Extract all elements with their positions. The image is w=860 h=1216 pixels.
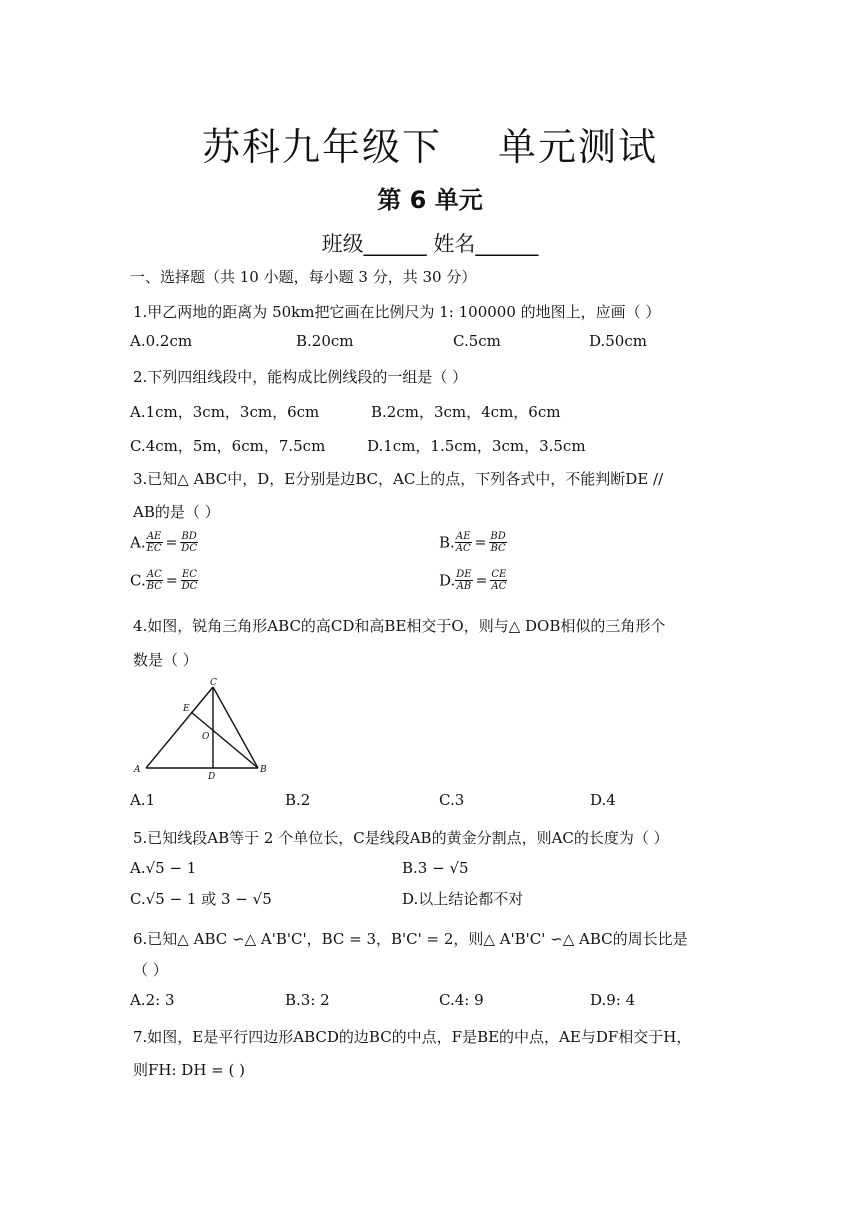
q2-option-b: B.2cm，3cm，4cm，6cm	[371, 403, 561, 421]
q4-option-d: D.4	[590, 791, 616, 809]
q3-stem-line2: AB的是（ ）	[133, 503, 220, 521]
q7-stem-line1: 7.如图，E是平行四边形ABCD的边BC的中点，F是BE的中点，AE与DF相交于H，	[133, 1028, 692, 1046]
q6-stem-line2: （ ）	[133, 961, 168, 979]
q2-option-a: A.1cm，3cm，3cm，6cm	[130, 403, 320, 421]
q4-triangle-figure	[130, 676, 275, 782]
q3-stem-line1: 3.已知△ ABC中，D，E分别是边BC，AC上的点，下列各式中，不能判断DE //	[133, 470, 664, 488]
q5-option-c: C.√5 − 1 或 3 − √5	[130, 890, 272, 908]
segment-cb	[213, 687, 258, 768]
title-right: 单元测试	[498, 125, 659, 169]
q1-option-c: C.5cm	[453, 332, 501, 350]
q1-stem: 1.甲乙两地的距离为 50km把它画在比例尺为 1: 100000 的地图上，应画（ ）	[133, 303, 661, 321]
q4-stem-line2: 数是（ ）	[133, 651, 198, 669]
q5-option-d: D.以上结论都不对	[402, 890, 524, 908]
label-a: A	[134, 765, 141, 775]
q6-option-c: C.4: 9	[439, 991, 484, 1009]
class-name-line: 班级______ 姓名______	[321, 232, 539, 256]
q6-option-b: B.3: 2	[285, 991, 330, 1009]
q3-option-b: B. $\frac{AE}{AC}$ = $\frac{BD}{BC}$	[439, 531, 506, 554]
q4-stem-line1: 4.如图，锐角三角形ABC的高CD和高BE相交于O，则与△ DOB相似的三角形个	[133, 617, 666, 635]
label-d: D	[208, 772, 216, 782]
q3-option-a: A. $\frac{AE}{EC}$ = $\frac{BD}{DC}$	[130, 531, 197, 554]
q4-option-a: A.1	[130, 791, 156, 809]
section-heading: 一、选择题（共 10 小题，每小题 3 分，共 30 分）	[130, 268, 477, 286]
q6-stem-line1: 6.已知△ ABC ∽△ A'B'C'，BC = 3，B'C' = 2，则△ A'B'C' ∽△ ABC的周长比是	[133, 930, 688, 948]
q4-option-b: B.2	[285, 791, 311, 809]
q1-option-d: D.50cm	[589, 332, 647, 350]
unit-subtitle: 第 6 单元	[377, 186, 483, 214]
title-left: 苏科九年级下	[201, 125, 442, 169]
q5-stem: 5.已知线段AB等于 2 个单位长，C是线段AB的黄金分割点，则AC的长度为（ ）	[133, 829, 669, 847]
label-b: B	[260, 765, 267, 775]
q2-option-c: C.4cm，5m，6cm，7.5cm	[130, 437, 326, 455]
label-c: C	[210, 678, 217, 688]
segment-ac	[146, 687, 213, 768]
q6-option-d: D.9: 4	[590, 991, 636, 1009]
q5-option-b: B.3 − √5	[402, 859, 469, 877]
q2-option-d: D.1cm，1.5cm，3cm，3.5cm	[367, 437, 586, 455]
label-e: E	[183, 704, 190, 714]
q7-stem-line2: 则FH: DH = ( )	[133, 1061, 245, 1079]
q2-stem: 2.下列四组线段中，能构成比例线段的一组是（ ）	[133, 368, 468, 386]
q1-option-a: A.0.2cm	[130, 332, 193, 350]
label-o: O	[202, 732, 210, 742]
q3-option-c: C. $\frac{AC}{BC}$ = $\frac{EC}{DC}$	[130, 569, 198, 592]
page-title	[0, 116, 860, 171]
q3-option-d: D. $\frac{DE}{AB}$ = $\frac{CE}{AC}$	[439, 569, 507, 592]
q4-option-c: C.3	[439, 791, 465, 809]
q1-option-b: B.20cm	[296, 332, 354, 350]
q5-option-a: A.√5 − 1	[130, 859, 197, 877]
q6-option-a: A.2: 3	[130, 991, 175, 1009]
